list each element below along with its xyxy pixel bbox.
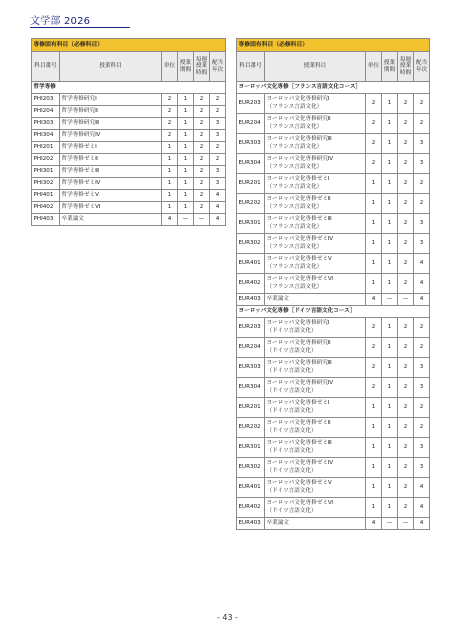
course-name bbox=[265, 194, 366, 214]
course-period: 1 bbox=[382, 214, 398, 234]
weekly-hours: 2 bbox=[398, 154, 414, 174]
weekly-hours: 2 bbox=[194, 154, 210, 166]
course-name-sub: （ドイツ言語文化） bbox=[266, 507, 317, 514]
assigned-year: 2 bbox=[414, 114, 430, 134]
weekly-hours: 2 bbox=[194, 142, 210, 154]
col-header-name: 授業科目 bbox=[60, 52, 162, 82]
course-name bbox=[265, 94, 366, 114]
course-name-sub: （ドイツ言語文化） bbox=[266, 427, 317, 434]
course-period: 1 bbox=[382, 478, 398, 498]
course-name-main: ヨーロッパ文化専修ゼミⅡ bbox=[266, 195, 331, 202]
course-name-main: ヨーロッパ文化専修研究Ⅳ bbox=[266, 379, 334, 386]
table-row bbox=[237, 174, 430, 194]
table-row bbox=[32, 130, 226, 142]
course-name-sub: （フランス言語文化） bbox=[266, 203, 323, 210]
credit-units: 1 bbox=[162, 142, 178, 154]
course-period: 1 bbox=[382, 318, 398, 338]
weekly-hours: 2 bbox=[398, 458, 414, 478]
assigned-year: 4 bbox=[210, 202, 226, 214]
course-name-sub: （フランス言語文化） bbox=[266, 283, 323, 290]
assigned-year: 2 bbox=[414, 174, 430, 194]
course-period: 1 bbox=[178, 94, 194, 106]
weekly-hours: 2 bbox=[398, 174, 414, 194]
credit-units: 2 bbox=[162, 130, 178, 142]
section-row bbox=[237, 306, 430, 318]
table-title: 専修固有科目（必修科目） bbox=[237, 39, 430, 52]
course-code: EUR201 bbox=[237, 398, 265, 418]
course-code: PHI303 bbox=[32, 118, 60, 130]
header-underline bbox=[30, 27, 130, 28]
course-name-main: ヨーロッパ文化専修ゼミⅡ bbox=[266, 419, 331, 426]
course-period: 1 bbox=[382, 378, 398, 398]
table-row bbox=[237, 274, 430, 294]
course-name bbox=[265, 398, 366, 418]
table-row bbox=[237, 234, 430, 254]
assigned-year: 4 bbox=[414, 518, 430, 530]
credit-units: 1 bbox=[366, 418, 382, 438]
course-code: PHI403 bbox=[32, 214, 60, 226]
col-header-code: 科目番号 bbox=[32, 52, 60, 82]
table-row bbox=[237, 498, 430, 518]
course-period: 1 bbox=[382, 438, 398, 458]
weekly-hours: 2 bbox=[398, 438, 414, 458]
credit-units: 4 bbox=[366, 294, 382, 306]
course-name-sub: （ドイツ言語文化） bbox=[266, 467, 317, 474]
course-code: PHI302 bbox=[32, 178, 60, 190]
course-code: EUR401 bbox=[237, 254, 265, 274]
course-name-sub: （フランス言語文化） bbox=[266, 143, 323, 150]
course-period: 1 bbox=[382, 194, 398, 214]
course-name-main: ヨーロッパ文化専修研究Ⅳ bbox=[266, 155, 334, 162]
course-name: 哲学専修研究Ⅱ bbox=[60, 106, 162, 118]
course-code: PHI401 bbox=[32, 190, 60, 202]
section-row bbox=[237, 82, 430, 94]
table-row bbox=[237, 114, 430, 134]
course-period: 1 bbox=[382, 274, 398, 294]
col-header-year: 配当年次 bbox=[210, 52, 226, 82]
course-name-main: ヨーロッパ文化専修ゼミⅠ bbox=[266, 399, 330, 406]
course-name: 哲学専修ゼミⅥ bbox=[60, 202, 162, 214]
course-code: EUR403 bbox=[237, 294, 265, 306]
assigned-year: 2 bbox=[210, 142, 226, 154]
credit-units: 1 bbox=[162, 154, 178, 166]
course-name-main: ヨーロッパ文化専修ゼミⅣ bbox=[266, 235, 334, 242]
course-name bbox=[265, 214, 366, 234]
weekly-hours: 2 bbox=[398, 478, 414, 498]
weekly-hours: 2 bbox=[194, 178, 210, 190]
course-code: EUR303 bbox=[237, 358, 265, 378]
course-code: EUR201 bbox=[237, 174, 265, 194]
course-period: 1 bbox=[178, 178, 194, 190]
course-code: PHI202 bbox=[32, 154, 60, 166]
course-name: 哲学専修ゼミⅢ bbox=[60, 166, 162, 178]
course-period: 1 bbox=[382, 498, 398, 518]
course-code: PHI402 bbox=[32, 202, 60, 214]
weekly-hours: 2 bbox=[398, 398, 414, 418]
course-name-main: ヨーロッパ文化専修ゼミⅢ bbox=[266, 439, 332, 446]
weekly-hours: 2 bbox=[398, 338, 414, 358]
course-code: EUR401 bbox=[237, 478, 265, 498]
course-period: 1 bbox=[382, 154, 398, 174]
assigned-year: 2 bbox=[210, 106, 226, 118]
course-name-sub: （フランス言語文化） bbox=[266, 243, 323, 250]
weekly-hours: 2 bbox=[194, 106, 210, 118]
course-name-main: ヨーロッパ文化専修研究Ⅰ bbox=[266, 95, 330, 102]
course-period: 1 bbox=[178, 142, 194, 154]
credit-units: 2 bbox=[366, 154, 382, 174]
table-row bbox=[32, 94, 226, 106]
course-name: 哲学専修ゼミⅠ bbox=[60, 142, 162, 154]
table-row bbox=[237, 518, 430, 530]
credit-units: 2 bbox=[366, 134, 382, 154]
credit-units: 1 bbox=[366, 498, 382, 518]
credit-units: 1 bbox=[366, 398, 382, 418]
assigned-year: 3 bbox=[210, 178, 226, 190]
course-name bbox=[265, 254, 366, 274]
assigned-year: 3 bbox=[414, 438, 430, 458]
course-name-main: ヨーロッパ文化専修ゼミⅠ bbox=[266, 175, 330, 182]
course-name bbox=[265, 478, 366, 498]
course-period: 1 bbox=[382, 114, 398, 134]
course-name bbox=[265, 378, 366, 398]
assigned-year: 4 bbox=[414, 498, 430, 518]
course-name-main: ヨーロッパ文化専修研究Ⅰ bbox=[266, 319, 330, 326]
course-name-sub: （ドイツ言語文化） bbox=[266, 327, 317, 334]
assigned-year: 2 bbox=[414, 338, 430, 358]
weekly-hours: 2 bbox=[398, 214, 414, 234]
course-name: 哲学専修ゼミⅡ bbox=[60, 154, 162, 166]
weekly-hours: — bbox=[194, 214, 210, 226]
course-period: 1 bbox=[382, 338, 398, 358]
table-row bbox=[32, 118, 226, 130]
col-header-weekly: 毎週授業時間 bbox=[398, 52, 414, 82]
weekly-hours: 2 bbox=[398, 114, 414, 134]
course-period: — bbox=[382, 294, 398, 306]
course-name-sub: （フランス言語文化） bbox=[266, 123, 323, 130]
course-name-sub: （フランス言語文化） bbox=[266, 103, 323, 110]
course-name-sub: （ドイツ言語文化） bbox=[266, 387, 317, 394]
course-name: 哲学専修ゼミⅤ bbox=[60, 190, 162, 202]
course-name bbox=[265, 458, 366, 478]
course-code: EUR403 bbox=[237, 518, 265, 530]
course-period: — bbox=[178, 214, 194, 226]
table-row bbox=[237, 254, 430, 274]
assigned-year: 2 bbox=[414, 398, 430, 418]
course-code: EUR203 bbox=[237, 318, 265, 338]
assigned-year: 3 bbox=[414, 458, 430, 478]
table-row bbox=[237, 94, 430, 114]
col-header-unit: 単位 bbox=[162, 52, 178, 82]
course-period: 1 bbox=[178, 118, 194, 130]
col-header-period: 授業期間 bbox=[178, 52, 194, 82]
col-header-name: 授業科目 bbox=[265, 52, 366, 82]
assigned-year: 3 bbox=[414, 154, 430, 174]
credit-units: 2 bbox=[162, 94, 178, 106]
weekly-hours: 2 bbox=[194, 118, 210, 130]
course-period: 1 bbox=[178, 106, 194, 118]
course-code: EUR301 bbox=[237, 214, 265, 234]
credit-units: 1 bbox=[366, 478, 382, 498]
course-name-main: ヨーロッパ文化専修研究Ⅱ bbox=[266, 115, 331, 122]
course-name bbox=[265, 358, 366, 378]
course-period: — bbox=[382, 518, 398, 530]
weekly-hours: 2 bbox=[398, 418, 414, 438]
table-row bbox=[32, 106, 226, 118]
course-name-sub: （フランス言語文化） bbox=[266, 223, 323, 230]
course-code: EUR304 bbox=[237, 378, 265, 398]
weekly-hours: 2 bbox=[398, 318, 414, 338]
credit-units: 1 bbox=[366, 194, 382, 214]
credit-units: 2 bbox=[366, 378, 382, 398]
course-code: EUR204 bbox=[237, 338, 265, 358]
course-name: 哲学専修研究Ⅰ bbox=[60, 94, 162, 106]
col-header-year: 配当年次 bbox=[414, 52, 430, 82]
table-row bbox=[237, 418, 430, 438]
credit-units: 2 bbox=[162, 106, 178, 118]
course-name: 卒業論文 bbox=[265, 294, 366, 306]
page-header-title: 文学部 2026 bbox=[30, 16, 91, 27]
credit-units: 1 bbox=[162, 190, 178, 202]
course-name bbox=[265, 318, 366, 338]
course-name: 卒業論文 bbox=[265, 518, 366, 530]
weekly-hours: 2 bbox=[194, 130, 210, 142]
weekly-hours: 2 bbox=[194, 202, 210, 214]
course-name bbox=[265, 114, 366, 134]
course-name-main: ヨーロッパ文化専修ゼミⅥ bbox=[266, 499, 334, 506]
course-code: EUR202 bbox=[237, 194, 265, 214]
assigned-year: 3 bbox=[414, 134, 430, 154]
course-name-main: ヨーロッパ文化専修研究Ⅱ bbox=[266, 339, 331, 346]
credit-units: 1 bbox=[162, 178, 178, 190]
course-code: EUR204 bbox=[237, 114, 265, 134]
weekly-hours: 2 bbox=[194, 190, 210, 202]
table-row bbox=[32, 166, 226, 178]
course-code: EUR302 bbox=[237, 458, 265, 478]
credit-units: 1 bbox=[366, 274, 382, 294]
table-row bbox=[237, 294, 430, 306]
course-name-sub: （ドイツ言語文化） bbox=[266, 407, 317, 414]
credit-units: 2 bbox=[366, 114, 382, 134]
table-row bbox=[32, 214, 226, 226]
table-row bbox=[237, 318, 430, 338]
assigned-year: 2 bbox=[414, 94, 430, 114]
course-name-main: ヨーロッパ文化専修研究Ⅲ bbox=[266, 135, 332, 142]
assigned-year: 4 bbox=[414, 254, 430, 274]
assigned-year: 2 bbox=[414, 418, 430, 438]
course-name-sub: （フランス言語文化） bbox=[266, 183, 323, 190]
assigned-year: 3 bbox=[414, 234, 430, 254]
course-period: 1 bbox=[382, 134, 398, 154]
assigned-year: 3 bbox=[414, 358, 430, 378]
weekly-hours: 2 bbox=[398, 274, 414, 294]
col-header-period: 授業期間 bbox=[382, 52, 398, 82]
assigned-year: 2 bbox=[414, 318, 430, 338]
course-name-main: ヨーロッパ文化専修研究Ⅲ bbox=[266, 359, 332, 366]
course-period: 1 bbox=[178, 202, 194, 214]
table-row bbox=[32, 190, 226, 202]
table-title: 専修固有科目（必修科目） bbox=[32, 39, 226, 52]
table-row bbox=[237, 338, 430, 358]
assigned-year: 3 bbox=[210, 130, 226, 142]
course-name bbox=[265, 438, 366, 458]
course-name-main: ヨーロッパ文化専修ゼミⅢ bbox=[266, 215, 332, 222]
course-name-sub: （ドイツ言語文化） bbox=[266, 347, 317, 354]
course-code: EUR202 bbox=[237, 418, 265, 438]
course-name bbox=[265, 338, 366, 358]
course-code: EUR402 bbox=[237, 498, 265, 518]
course-name-sub: （ドイツ言語文化） bbox=[266, 487, 317, 494]
course-name-main: ヨーロッパ文化専修ゼミⅣ bbox=[266, 459, 334, 466]
credit-units: 1 bbox=[162, 166, 178, 178]
table-row bbox=[237, 194, 430, 214]
table-row bbox=[32, 154, 226, 166]
course-period: 1 bbox=[382, 94, 398, 114]
weekly-hours: 2 bbox=[194, 166, 210, 178]
section-header: ヨーロッパ文化専修［ドイツ言語文化コース］ bbox=[237, 306, 430, 318]
course-name: 哲学専修研究Ⅲ bbox=[60, 118, 162, 130]
course-period: 1 bbox=[382, 174, 398, 194]
assigned-year: 3 bbox=[210, 118, 226, 130]
weekly-hours: 2 bbox=[398, 378, 414, 398]
weekly-hours: — bbox=[398, 294, 414, 306]
assigned-year: 4 bbox=[414, 478, 430, 498]
course-code: EUR402 bbox=[237, 274, 265, 294]
course-code: PHI204 bbox=[32, 106, 60, 118]
course-code: EUR302 bbox=[237, 234, 265, 254]
course-period: 1 bbox=[178, 154, 194, 166]
table-row bbox=[237, 438, 430, 458]
table-row bbox=[32, 202, 226, 214]
european-culture-course-table bbox=[236, 38, 430, 530]
course-name: 卒業論文 bbox=[60, 214, 162, 226]
course-code: EUR303 bbox=[237, 134, 265, 154]
credit-units: 1 bbox=[366, 254, 382, 274]
course-name: 哲学専修研究Ⅳ bbox=[60, 130, 162, 142]
credit-units: 1 bbox=[162, 202, 178, 214]
course-name bbox=[265, 174, 366, 194]
credit-units: 1 bbox=[366, 174, 382, 194]
table-row bbox=[237, 378, 430, 398]
course-name bbox=[265, 498, 366, 518]
course-period: 1 bbox=[178, 190, 194, 202]
course-period: 1 bbox=[382, 234, 398, 254]
assigned-year: 4 bbox=[414, 274, 430, 294]
weekly-hours: 2 bbox=[398, 254, 414, 274]
credit-units: 1 bbox=[366, 458, 382, 478]
course-name-main: ヨーロッパ文化専修ゼミⅤ bbox=[266, 479, 332, 486]
page-number: - 43 - bbox=[216, 613, 239, 622]
course-name-main: ヨーロッパ文化専修ゼミⅤ bbox=[266, 255, 332, 262]
course-period: 1 bbox=[382, 254, 398, 274]
course-name-sub: （ドイツ言語文化） bbox=[266, 447, 317, 454]
col-header-code: 科目番号 bbox=[237, 52, 265, 82]
course-name-sub: （フランス言語文化） bbox=[266, 163, 323, 170]
weekly-hours: 2 bbox=[398, 358, 414, 378]
table-row bbox=[237, 358, 430, 378]
table-row bbox=[237, 154, 430, 174]
assigned-year: 2 bbox=[210, 94, 226, 106]
credit-units: 1 bbox=[366, 214, 382, 234]
weekly-hours: — bbox=[398, 518, 414, 530]
course-code: PHI304 bbox=[32, 130, 60, 142]
course-period: 1 bbox=[178, 166, 194, 178]
course-period: 1 bbox=[178, 130, 194, 142]
section-header: 哲学専修 bbox=[32, 82, 226, 94]
assigned-year: 3 bbox=[414, 214, 430, 234]
course-period: 1 bbox=[382, 458, 398, 478]
credit-units: 4 bbox=[366, 518, 382, 530]
table-row bbox=[237, 134, 430, 154]
course-code: PHI301 bbox=[32, 166, 60, 178]
section-header: ヨーロッパ文化専修［フランス言語文化コース］ bbox=[237, 82, 430, 94]
weekly-hours: 2 bbox=[398, 498, 414, 518]
course-code: EUR203 bbox=[237, 94, 265, 114]
credit-units: 2 bbox=[366, 358, 382, 378]
weekly-hours: 2 bbox=[398, 134, 414, 154]
course-name-main: ヨーロッパ文化専修ゼミⅥ bbox=[266, 275, 334, 282]
course-name-sub: （ドイツ言語文化） bbox=[266, 367, 317, 374]
assigned-year: 2 bbox=[414, 194, 430, 214]
table-row bbox=[237, 458, 430, 478]
weekly-hours: 2 bbox=[194, 94, 210, 106]
credit-units: 2 bbox=[162, 118, 178, 130]
col-header-unit: 単位 bbox=[366, 52, 382, 82]
course-period: 1 bbox=[382, 398, 398, 418]
philosophy-course-table bbox=[31, 38, 226, 226]
assigned-year: 3 bbox=[414, 378, 430, 398]
course-code: EUR301 bbox=[237, 438, 265, 458]
weekly-hours: 2 bbox=[398, 194, 414, 214]
credit-units: 2 bbox=[366, 338, 382, 358]
course-period: 1 bbox=[382, 358, 398, 378]
credit-units: 2 bbox=[366, 318, 382, 338]
assigned-year: 4 bbox=[210, 190, 226, 202]
course-code: PHI201 bbox=[32, 142, 60, 154]
course-name-sub: （フランス言語文化） bbox=[266, 263, 323, 270]
col-header-weekly: 毎週授業時間 bbox=[194, 52, 210, 82]
credit-units: 1 bbox=[366, 234, 382, 254]
course-code: PHI203 bbox=[32, 94, 60, 106]
weekly-hours: 2 bbox=[398, 94, 414, 114]
assigned-year: 4 bbox=[210, 214, 226, 226]
course-name bbox=[265, 234, 366, 254]
course-name: 哲学専修ゼミⅣ bbox=[60, 178, 162, 190]
course-name bbox=[265, 274, 366, 294]
credit-units: 1 bbox=[366, 438, 382, 458]
table-row bbox=[237, 398, 430, 418]
credit-units: 4 bbox=[162, 214, 178, 226]
assigned-year: 3 bbox=[210, 166, 226, 178]
course-name bbox=[265, 134, 366, 154]
course-code: EUR304 bbox=[237, 154, 265, 174]
table-row bbox=[237, 478, 430, 498]
course-period: 1 bbox=[382, 418, 398, 438]
weekly-hours: 2 bbox=[398, 234, 414, 254]
assigned-year: 4 bbox=[414, 294, 430, 306]
credit-units: 2 bbox=[366, 94, 382, 114]
course-name bbox=[265, 154, 366, 174]
table-row bbox=[32, 142, 226, 154]
course-name bbox=[265, 418, 366, 438]
assigned-year: 2 bbox=[210, 154, 226, 166]
table-row bbox=[237, 214, 430, 234]
table-row bbox=[32, 178, 226, 190]
